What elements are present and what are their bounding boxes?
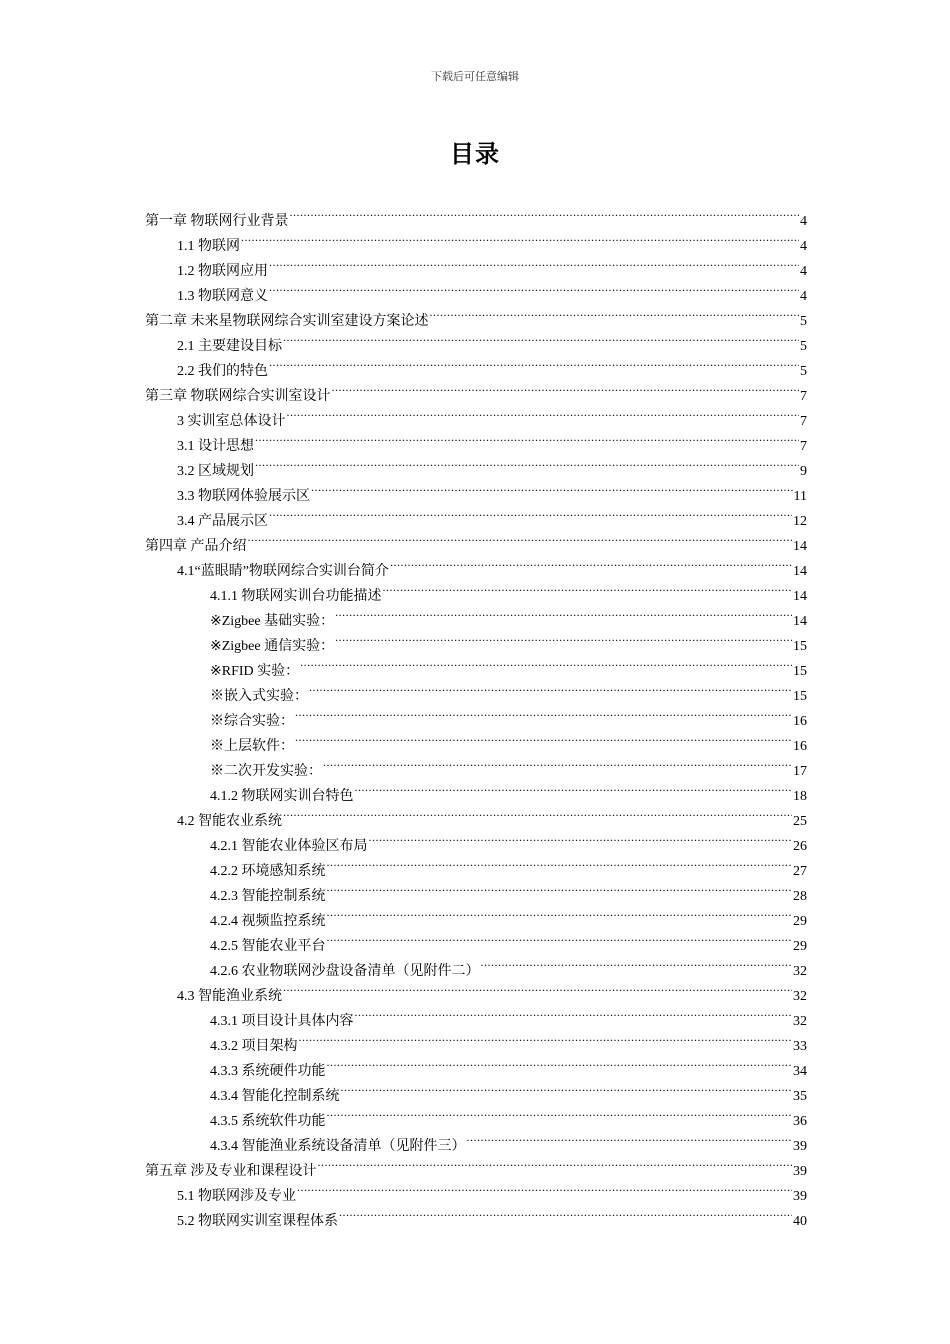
toc-entry-label: ※上层软件：	[210, 739, 294, 754]
toc-entry-label: 3 实训室总体设计	[177, 414, 286, 429]
toc-dot-leader	[255, 450, 799, 475]
toc-page-number: 7	[800, 414, 807, 429]
toc-entry-label: 第一章 物联网行业背景	[145, 214, 289, 229]
toc-entry[interactable]	[145, 250, 807, 279]
toc-entry-label: 3.4 产品展示区	[177, 514, 268, 529]
toc-dot-leader	[327, 1050, 793, 1075]
toc-page-number: 39	[793, 1139, 807, 1154]
toc-dot-leader	[390, 550, 792, 575]
toc-dot-leader	[290, 200, 800, 225]
toc-entry-label: 4.3.3 系统硬件功能	[210, 1064, 326, 1079]
toc-dot-leader	[355, 775, 793, 800]
toc-page-number: 5	[800, 339, 807, 354]
toc-entry-label: ※RFID 实验：	[210, 664, 300, 679]
toc-dot-leader	[295, 725, 792, 750]
toc-entry-label: 4.1“蓝眼睛”物联网综合实训台简介	[177, 564, 389, 579]
toc-dot-leader	[269, 250, 799, 275]
toc-entry-label: ※嵌入式实验：	[210, 689, 308, 704]
toc-dot-leader	[327, 1100, 793, 1125]
toc-entry-label: 第五章 涉及专业和课程设计	[145, 1164, 317, 1179]
toc-entry-label: 3.1 设计思想	[177, 439, 254, 454]
toc-dot-leader	[335, 600, 792, 625]
toc-dot-leader	[481, 950, 793, 975]
toc-dot-leader	[311, 475, 793, 500]
toc-dot-leader	[327, 925, 793, 950]
toc-page-number: 28	[793, 889, 807, 904]
toc-dot-leader	[248, 525, 793, 550]
toc-page-number: 15	[793, 664, 807, 679]
toc-dot-leader	[283, 975, 792, 1000]
toc-entry-label: 4.1.1 物联网实训台功能描述	[210, 589, 382, 604]
toc-entry-label: 3.2 区域规划	[177, 464, 254, 479]
toc-page-number: 15	[793, 689, 807, 704]
toc-dot-leader	[383, 575, 793, 600]
toc-page-number: 7	[800, 439, 807, 454]
toc-page-number: 11	[793, 489, 807, 504]
toc-dot-leader	[309, 675, 792, 700]
toc-entry-label: 4.2.5 智能农业平台	[210, 939, 326, 954]
toc-entry-label: 4.3.5 系统软件功能	[210, 1114, 326, 1129]
toc-entry-label: 4.2.4 视频监控系统	[210, 914, 326, 929]
toc-page-number: 27	[793, 864, 807, 879]
toc-entry-label: 4.3 智能渔业系统	[177, 989, 282, 1004]
toc-page-number: 36	[793, 1114, 807, 1129]
toc-page-number: 32	[793, 989, 807, 1004]
toc-page-number: 35	[793, 1089, 807, 1104]
toc-dot-leader	[299, 1025, 793, 1050]
toc-entry-label: 4.3.2 项目架构	[210, 1039, 298, 1054]
toc-page-number: 29	[793, 939, 807, 954]
page-title: 目录	[450, 140, 500, 168]
toc-page-number: 39	[793, 1189, 807, 1204]
toc-entry[interactable]	[145, 225, 807, 254]
toc-entry-label: 4.2 智能农业系统	[177, 814, 282, 829]
toc-dot-leader	[355, 1000, 793, 1025]
toc-dot-leader	[341, 1075, 793, 1100]
toc-entry-label: 第二章 未来星物联网综合实训室建设方案论述	[145, 314, 429, 329]
toc-dot-leader	[339, 1200, 792, 1225]
toc-entry-label: ※Zigbee 基础实验：	[210, 614, 335, 629]
toc-entry-label: 5.2 物联网实训室课程体系	[177, 1214, 338, 1229]
toc-page-number: 5	[800, 314, 807, 329]
toc-page-number: 26	[793, 839, 807, 854]
toc-page-number: 4	[800, 289, 807, 304]
toc-entry-label: 4.2.3 智能控制系统	[210, 889, 326, 904]
toc-page-number: 33	[793, 1039, 807, 1054]
toc-dot-leader	[283, 800, 792, 825]
toc-dot-leader	[241, 225, 799, 250]
toc-page-number: 18	[793, 789, 807, 804]
toc-page-number: 14	[793, 564, 807, 579]
toc-entry-label: 2.1 主要建设目标	[177, 339, 282, 354]
toc-entry-label: 4.2.6 农业物联网沙盘设备清单（见附件二）	[210, 964, 480, 979]
toc-dot-leader	[297, 1175, 792, 1200]
toc-dot-leader	[255, 425, 799, 450]
toc-entry-label: 5.1 物联网涉及专业	[177, 1189, 296, 1204]
toc-page-number: 14	[793, 614, 807, 629]
toc-entry-label: 4.3.4 智能渔业系统设备清单（见附件三）	[210, 1139, 466, 1154]
toc-dot-leader	[269, 350, 799, 375]
toc-page-number: 7	[800, 389, 807, 404]
toc-page-number: 15	[793, 639, 807, 654]
toc-page-number: 5	[800, 364, 807, 379]
toc-entry-label: 1.2 物联网应用	[177, 264, 268, 279]
toc-page-number: 14	[793, 539, 807, 554]
toc-dot-leader	[269, 500, 792, 525]
toc-page-number: 32	[793, 1014, 807, 1029]
toc-entry-label: 3.3 物联网体验展示区	[177, 489, 310, 504]
toc-dot-leader	[323, 750, 792, 775]
toc-dot-leader	[269, 275, 799, 300]
toc-page-number: 17	[793, 764, 807, 779]
toc-page-number: 29	[793, 914, 807, 929]
toc-dot-leader	[327, 850, 793, 875]
toc-dot-leader	[295, 700, 792, 725]
table-of-contents	[145, 200, 807, 1229]
toc-dot-leader	[369, 825, 793, 850]
page-header: 下载后可任意编辑	[431, 71, 519, 83]
toc-page-number: 32	[793, 964, 807, 979]
toc-dot-leader	[327, 900, 793, 925]
toc-entry-label: 2.2 我们的特色	[177, 364, 268, 379]
toc-entry-label: ※二次开发实验：	[210, 764, 322, 779]
toc-dot-leader	[318, 1150, 793, 1175]
toc-page-number: 4	[800, 239, 807, 254]
toc-page-number: 39	[793, 1164, 807, 1179]
toc-page-number: 9	[800, 464, 807, 479]
toc-entry-label: 4.3.1 项目设计具体内容	[210, 1014, 354, 1029]
toc-page-number: 34	[793, 1064, 807, 1079]
toc-dot-leader	[467, 1125, 793, 1150]
toc-entry[interactable]	[145, 200, 807, 229]
toc-dot-leader	[300, 650, 792, 675]
toc-dot-leader	[332, 375, 800, 400]
toc-dot-leader	[327, 875, 793, 900]
toc-entry-label: 1.3 物联网意义	[177, 289, 268, 304]
toc-dot-leader	[430, 300, 800, 325]
toc-entry-label: ※综合实验：	[210, 714, 294, 729]
toc-entry-label: 1.1 物联网	[177, 239, 240, 254]
toc-page-number: 16	[793, 739, 807, 754]
toc-page-number: 12	[793, 514, 807, 529]
toc-entry-label: 第三章 物联网综合实训室设计	[145, 389, 331, 404]
toc-entry-label: 4.1.2 物联网实训台特色	[210, 789, 354, 804]
toc-entry-label: 4.2.1 智能农业体验区布局	[210, 839, 368, 854]
toc-entry-label: 4.2.2 环境感知系统	[210, 864, 326, 879]
toc-entry-label: 第四章 产品介绍	[145, 539, 247, 554]
toc-page-number: 16	[793, 714, 807, 729]
toc-entry-label: 4.3.4 智能化控制系统	[210, 1089, 340, 1104]
toc-page-number: 25	[793, 814, 807, 829]
toc-entry-label: ※Zigbee 通信实验：	[210, 639, 335, 654]
toc-page-number: 40	[793, 1214, 807, 1229]
toc-dot-leader	[287, 400, 800, 425]
toc-page-number: 4	[800, 214, 807, 229]
toc-page-number: 14	[793, 589, 807, 604]
toc-page-number: 4	[800, 264, 807, 279]
toc-dot-leader	[283, 325, 799, 350]
toc-dot-leader	[335, 625, 792, 650]
